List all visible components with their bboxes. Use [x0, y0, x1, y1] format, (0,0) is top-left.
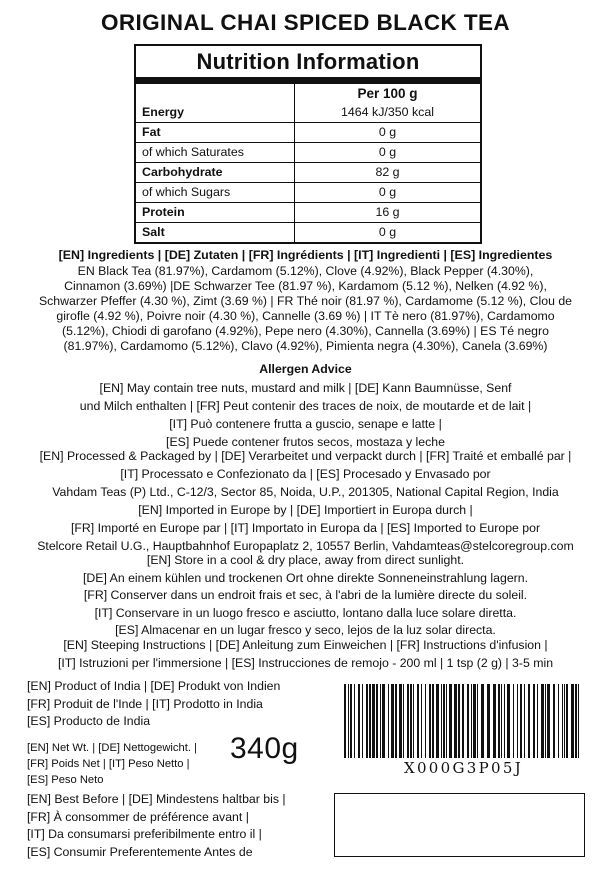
nutrition-row: [136, 222, 480, 242]
imported-text: [0, 501, 611, 555]
barcode-bar: [575, 684, 577, 758]
best-before-date-box: [334, 793, 585, 857]
storage-line: [EN] Store in a cool & dry place, away from direct sunlight.: [146, 553, 465, 567]
nutrient-value: 82 g: [375, 165, 400, 179]
barcode-bar: [403, 684, 404, 758]
nutrition-row: [136, 122, 480, 142]
barcode-bar: [354, 684, 355, 758]
barcode-bar: [441, 684, 442, 758]
barcode-bar: [537, 684, 538, 758]
ingredients-line: (81.97%), Cardamomo (5.12%), Clavo (4.92%), Pimienta negra (4.30%), Canela (3.69%): [63, 339, 548, 353]
barcode-bar: [571, 684, 574, 758]
barcode-bar: [513, 684, 514, 758]
barcode-bar: [425, 684, 426, 758]
nutrition-row: [136, 162, 480, 182]
barcode-image: [344, 684, 583, 758]
barcode-bar: [399, 684, 402, 758]
barcode-bar: [517, 684, 518, 758]
barcode-bar: [391, 684, 394, 758]
barcode-bar: [562, 684, 563, 758]
nutrition-rows: [136, 103, 480, 242]
processed-line: Vahdam Teas (P) Ltd., C-12/3, Sector 85, Noida, U.P., 201305, National Capital Region, India: [52, 485, 559, 499]
barcode-bar: [467, 684, 469, 758]
nutrient-name: Carbohydrate: [136, 163, 295, 182]
per-100g-label: Per 100 g: [357, 86, 418, 101]
processed-line: [IT] Processato e Confezionato da | [ES] Procesado y Envasado por: [120, 467, 491, 481]
net-weight-line: [EN] Net Wt. | [DE] Nettogewicht. |: [27, 742, 197, 754]
allergen-text: [0, 379, 611, 451]
barcode-bar: [362, 684, 363, 758]
nutrient-value: 0 g: [378, 145, 397, 159]
barcode-bar: [477, 684, 478, 758]
ingredients-section: [0, 248, 611, 354]
barcode-bar: [350, 684, 352, 758]
barcode-bar: [413, 684, 414, 758]
barcode-bar: [473, 684, 476, 758]
nutrition-row: [136, 142, 480, 162]
barcode-bar: [558, 684, 559, 758]
nutrient-name: Salt: [136, 223, 295, 242]
barcode-bar: [388, 684, 389, 758]
nutrient-value: 16 g: [375, 205, 400, 219]
barcode-bar: [528, 684, 530, 758]
nutrition-row: [136, 103, 480, 122]
barcode-bar: [376, 684, 378, 758]
best-before-line: [IT] Da consumarsi preferibilmente entro il |: [27, 827, 262, 841]
storage-section: [0, 552, 611, 640]
nutrition-heading: Nutrition Information: [136, 46, 480, 83]
allergen-line: [IT] Può contenere frutta a guscio, senape e latte |: [169, 417, 442, 431]
nutrient-value: 0 g: [378, 185, 397, 199]
best-before-text: [27, 791, 286, 861]
storage-text: [0, 552, 611, 640]
nutrient-name: of which Sugars: [136, 183, 295, 202]
barcode-bar: [462, 684, 464, 758]
barcode-bar: [524, 684, 525, 758]
product-title: ORIGINAL CHAI SPICED BLACK TEA: [100, 10, 511, 35]
nutrient-name: Energy: [136, 103, 295, 122]
barcode-bar: [504, 684, 505, 758]
nutrition-row: [136, 182, 480, 202]
nutrition-table: [134, 44, 482, 244]
nutrition-header-blank: [136, 84, 295, 103]
barcode-bar: [372, 684, 375, 758]
barcode-bar: [487, 684, 490, 758]
steeping-line: [EN] Steeping Instructions | [DE] Anleitung zum Einweichen | [FR] Instructions d'infusion |: [63, 638, 548, 652]
imported-line: Stelcore Retail U.G., Hauptbahnhof Europaplatz 2, 10557 Berlin, Vahdamteas@stelcoregroup.com: [37, 539, 574, 553]
best-before-section: [27, 791, 286, 861]
barcode-number: X000G3P05J: [403, 759, 524, 777]
barcode-bar: [578, 684, 579, 758]
ingredients-line: Schwarzer Pfeffer (4.30 %), Zimt (3.69 %) | FR Thé noir (81.97 %), Cardamome (5.12 %), Clou de: [38, 294, 573, 308]
barcode-bar: [443, 684, 445, 758]
storage-line: [FR] Conserver dans un endroit frais et sec, à l'abri de la lumière directe du soleil.: [83, 588, 528, 602]
ingredients-line: EN Black Tea (81.97%), Cardamom (5.12%), Clove (4.92%), Black Pepper (4.30%),: [77, 264, 534, 278]
nutrient-value: 0 g: [378, 225, 397, 239]
origin-text: [27, 678, 280, 731]
nutrient-name: Fat: [136, 123, 295, 142]
barcode-bar: [432, 684, 434, 758]
ingredients-line: girofle (4.92 %), Poivre noir (4.30 %), Cannelle (3.69 %) | IT Tè nero (81.97%), Cardamomo: [56, 309, 555, 323]
barcode-bar: [421, 684, 422, 758]
best-before-line: [ES] Consumir Preferentemente Antes de: [27, 844, 253, 859]
barcode-bar: [481, 684, 484, 758]
barcode-bar: [429, 684, 431, 758]
steeping-line: [IT] Istruzioni per l'immersione | [ES] Instrucciones de remojo - 200 ml | 1 tsp (2 g) | 3-5 min: [57, 656, 554, 670]
processed-section: [0, 447, 611, 501]
imported-line: [FR] Importé en Europe par | [IT] Importato in Europa da | [ES] Imported to Europe por: [70, 521, 541, 535]
ingredients-line: (5.12%), Chiodi di garofano (4.92%), Pepe nero (4.30%), Cannella (3.69%) | ES Té negro: [62, 324, 549, 338]
barcode-bar: [501, 684, 502, 758]
best-before-line: [EN] Best Before | [DE] Mindestens haltbar bis |: [27, 792, 286, 806]
origin-line: [FR] Produit de l'Inde | [IT] Prodotto in India: [27, 696, 263, 711]
net-weight-line: [FR] Poids Net | [IT] Peso Netto |: [27, 758, 190, 770]
allergen-heading: Allergen Advice: [259, 362, 352, 376]
nutrient-name: of which Saturates: [136, 143, 295, 162]
barcode-bar: [498, 684, 500, 758]
net-weight-section: [27, 740, 197, 788]
nutrient-value: 0 g: [378, 125, 397, 139]
barcode-bar: [533, 684, 535, 758]
allergen-line: [ES] Puede contener frutos secos, mostaza y leche: [166, 435, 445, 449]
nutrition-header-row: [136, 83, 480, 103]
allergen-line: [EN] May contain tree nuts, mustard and milk | [DE] Kann Baumnüsse, Senf: [99, 381, 512, 395]
nutrient-value: 1464 kJ/350 kcal: [341, 105, 434, 119]
barcode-bar: [471, 684, 472, 758]
barcode-bar: [547, 684, 550, 758]
allergen-section: [0, 362, 611, 451]
barcode-bar: [493, 684, 496, 758]
imported-line: [EN] Imported in Europe by | [DE] Importiert in Europa durch |: [138, 503, 473, 517]
barcode-bar: [348, 684, 349, 758]
barcode-bar: [566, 684, 568, 758]
net-weight-value: 340g: [230, 732, 299, 765]
ingredients-heading: [EN] Ingredients | [DE] Zutaten | [FR] Ingrédients | [IT] Ingredienti | [ES] Ingredientes: [58, 248, 553, 262]
net-weight-labels: [27, 740, 197, 788]
barcode-bar: [553, 684, 555, 758]
origin-line: [ES] Producto de India: [27, 714, 151, 728]
best-before-line: [FR] À consommer de préférence avant |: [27, 809, 249, 824]
barcode-bar: [366, 684, 368, 758]
processed-line: [EN] Processed & Packaged by | [DE] Verarbeitet und verpackt durch | [FR] Traité et emballé par |: [39, 449, 572, 463]
ingredients-line: Cinnamon (3.69%) |DE Schwarzer Tee (81.97 %), Kardamom (5.12 %), Nelken (4.92 %),: [64, 279, 547, 293]
steeping-section: [0, 636, 611, 672]
storage-line: [IT] Conservare in un luogo fresco e asciutto, lontano dalla luce solare diretta.: [94, 605, 517, 620]
barcode-bar: [449, 684, 452, 758]
steeping-text: [0, 636, 611, 672]
barcode-bar: [564, 684, 565, 758]
nutrient-name: Protein: [136, 203, 295, 222]
barcode-bar: [458, 684, 460, 758]
barcode-bar: [407, 684, 409, 758]
barcode-bar: [446, 684, 447, 758]
net-weight-line: [ES] Peso Neto: [27, 774, 104, 786]
barcode-bar: [380, 684, 381, 758]
allergen-line: und Milch enthalten | [FR] Peut contenir des traces de noix, de moutarde et de lait |: [79, 399, 532, 413]
barcode-bar: [507, 684, 510, 758]
barcode-bar: [382, 684, 385, 758]
barcode-bar: [410, 684, 412, 758]
origin-line: [EN] Product of India | [DE] Produkt von Indien: [27, 679, 281, 693]
barcode-bar: [417, 684, 419, 758]
imported-section: [0, 501, 611, 555]
barcode-bar: [545, 684, 546, 758]
processed-text: [0, 447, 611, 501]
barcode-bar: [436, 684, 439, 758]
barcode-bar: [369, 684, 371, 758]
storage-line: [ES] Almacenar en un lugar fresco y seco, lejos de la luz solar directa.: [115, 623, 496, 637]
barcode-bar: [358, 684, 360, 758]
barcode-bar: [395, 684, 397, 758]
ingredients-text: [0, 264, 611, 354]
barcode-bar: [541, 684, 544, 758]
barcode-bar: [520, 684, 522, 758]
barcode-bar: [454, 684, 457, 758]
nutrition-row: [136, 202, 480, 222]
origin-section: [27, 678, 280, 731]
barcode-bar: [344, 684, 346, 758]
storage-line: [DE] An einem kühlen und trockenen Ort ohne direkte Sonneneinstrahlung lagern.: [82, 570, 529, 585]
